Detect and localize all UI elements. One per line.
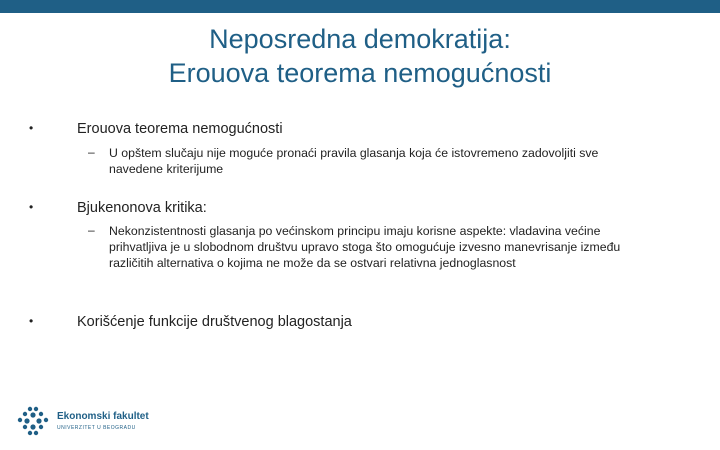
sub-bullet-text: U opštem slučaju nije moguće pronaći pravila glasanja koja će istovremeno zadovoljiti sve navedene kriterijume xyxy=(109,146,599,176)
bullet-marker: • xyxy=(29,314,34,328)
logo-name: Ekonomski fakultet xyxy=(57,411,149,422)
faculty-logo xyxy=(17,406,167,436)
slide-title-line-1: Neposredna demokratija: xyxy=(209,24,511,54)
bullet-text: Korišćenje funkcije društvenog blagostanja xyxy=(77,314,352,330)
logo-subtitle: UNIVERZITET U BEOGRADU xyxy=(57,425,136,431)
bullet-marker: • xyxy=(29,200,34,214)
slide-title xyxy=(0,22,720,90)
dot-pattern-logo-icon xyxy=(17,406,51,436)
sub-bullet-marker: – xyxy=(88,145,95,159)
bullet-text: Erouova teorema nemogućnosti xyxy=(77,121,283,137)
sub-bullet-text: Nekonzistentnosti glasanja po većinskom principu imaju korisne aspekte: vladavina većine prihvatljiva je u slobodnom društvu upravo stoga što omogućuje izvesno manevrisanje između različitih alternativa o kojima ne može da se ostvari relativna jednoglasnost xyxy=(109,224,621,270)
sub-bullet-marker: – xyxy=(88,223,95,237)
slide-title-line-2: Erouova teorema nemogućnosti xyxy=(168,58,552,88)
bullet-marker: • xyxy=(29,121,34,135)
top-accent-bar xyxy=(0,0,720,13)
bullet-text: Bjukenonova kritika: xyxy=(77,200,207,216)
